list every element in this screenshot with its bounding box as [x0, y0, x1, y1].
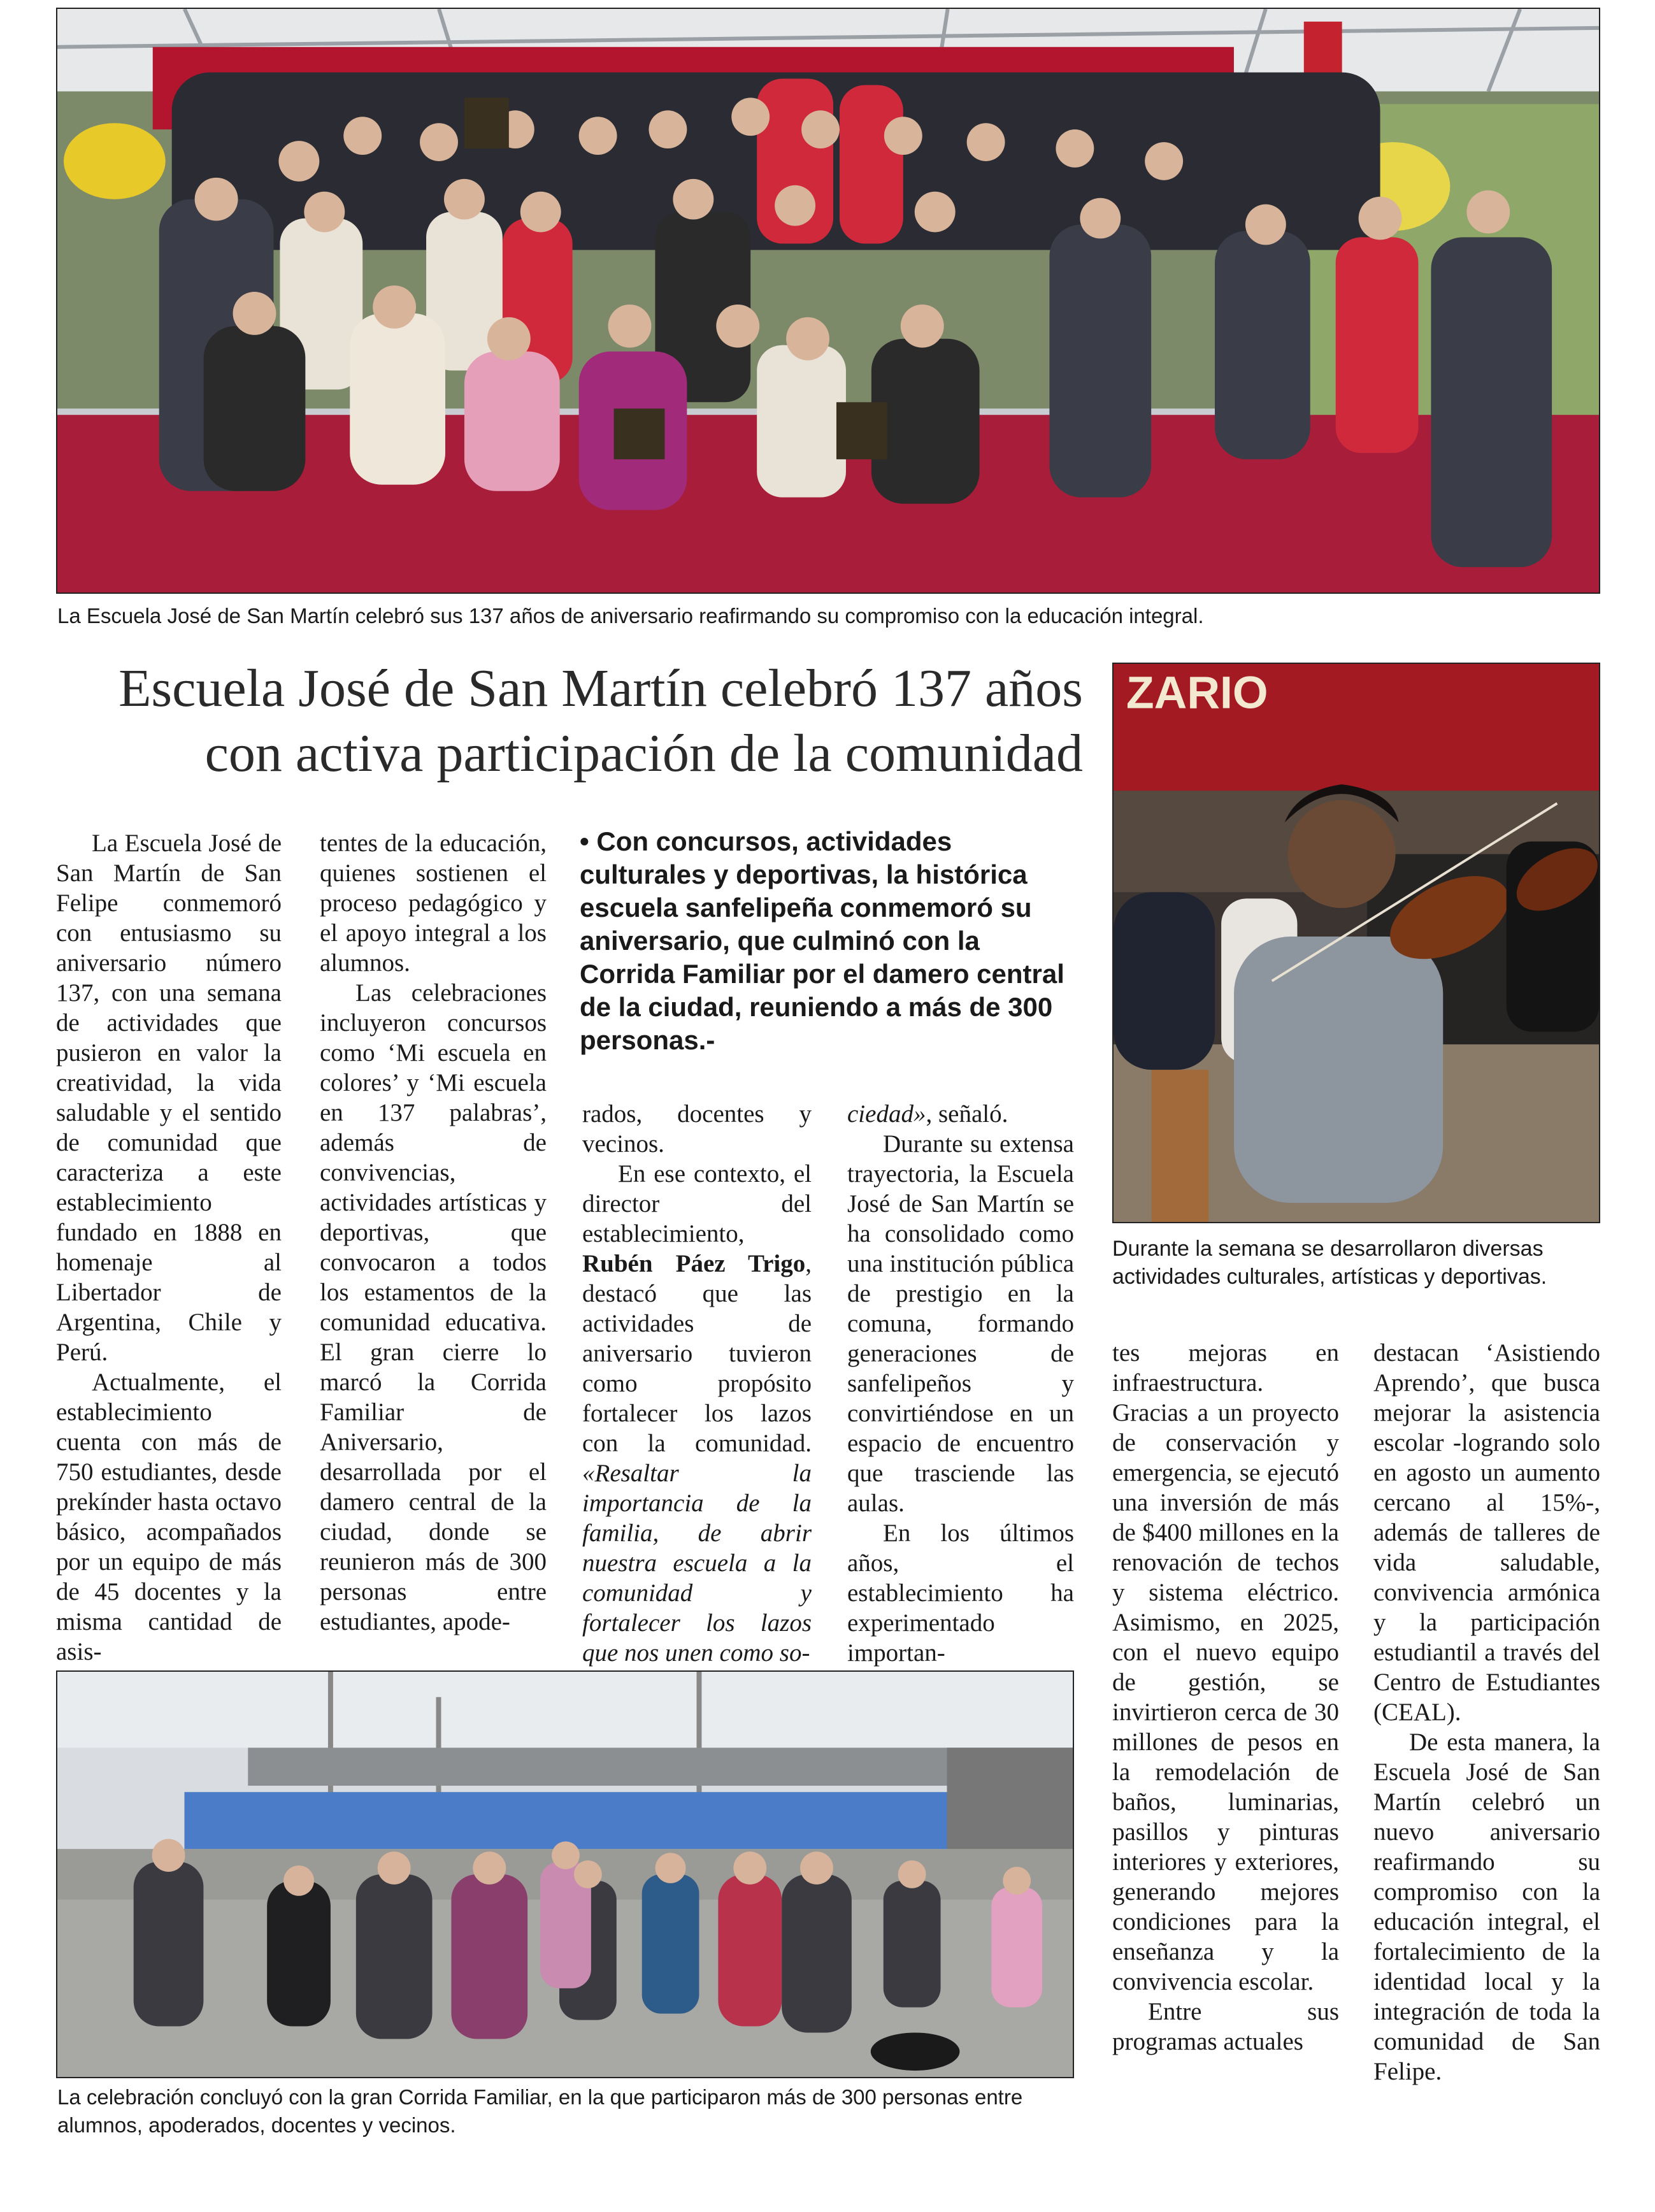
col4-paragraph-1-end: , señaló. [926, 1100, 1008, 1128]
body-column-6 [1373, 1338, 1600, 2086]
headline [38, 656, 1083, 786]
violin-photo [1112, 663, 1600, 1223]
lead-summary: • Con concursos, actividades culturales y deportivas, la histórica escuela sanfelipeña conmemoró su aniversario, que culminó con la Corrida Familiar por el damero central de la ciudad, reuniendo a más de 300 personas.- [580, 826, 1064, 1055]
body-column-4 [847, 1099, 1074, 1668]
col1-paragraph-2: Actualmente, el establecimiento cuenta con más de 750 estudiantes, desde prekínder hasta octavo básico, acompañados por un equipo de más de 45 docentes y la misma cantidad de asis- [56, 1368, 282, 1665]
col4-paragraph-3: En los últimos años, el establecimiento ha experimentado importan- [847, 1519, 1074, 1667]
body-column-1 [56, 828, 282, 1667]
body-column-3 [582, 1099, 812, 1668]
top-photo-caption: La Escuela José de San Martín celebró sus 137 años de aniversario reafirmando su compromiso con la educación integral. [57, 604, 1204, 628]
body-column-2 [320, 828, 547, 1637]
col5-paragraph-2: Entre sus programas actuales [1112, 1998, 1339, 2055]
col3-paragraph-2-start: En ese contexto, el director del establecimiento, [582, 1160, 812, 1247]
director-quote-end: ciedad» [847, 1100, 926, 1128]
bottom-photo-caption: La celebración concluyó con la gran Corrida Familiar, en la que participaron más de 300 personas entre alumnos, apoderados, docentes y vecinos. [57, 2085, 1023, 2137]
col3-paragraph-1: rados, docentes y vecinos. [582, 1100, 812, 1158]
col3-paragraph-2 [582, 1159, 812, 1668]
col2-paragraph-1: tentes de la educación, quienes sostienen el proceso pedagógico y el apoyo integral a los alumnos. [320, 830, 547, 977]
body-column-5 [1112, 1338, 1339, 2057]
violin-photo-illustration [1114, 664, 1599, 1222]
right-photo-caption: Durante la semana se desarrollaron diversas actividades culturales, artísticas y deportivas. [1112, 1237, 1547, 1289]
run-photo-illustration [57, 1672, 1073, 2077]
col3-paragraph-2-mid: , destacó que las actividades de aniversario tuvieron como propósito fortalecer los lazos con la comunidad. [582, 1250, 812, 1457]
group-photo [56, 8, 1600, 594]
col2-paragraph-2: Las celebraciones incluyeron concursos como ‘Mi escuela en colores’ y ‘Mi escuela en 137 palabras’, además de convivencias, actividades artísticas y deportivas, que convocaron a todos los estamentos de la comunidad educativa. El gran cierre lo marcó la Corrida Familiar de Aniversario, desarrollada por el damero central de la ciudad, donde se reunieron más de 300 personas entre estudiantes, apode- [320, 979, 547, 1635]
col1-paragraph-1: La Escuela José de San Martín de San Felipe conmemoró con entusiasmo su aniversario número 137, con una semana de actividades que pusieron en valor la creatividad, la vida saludable y el sentido de comunidad que caracteriza a este establecimiento fundado en 1888 en homenaje al Libertador de Argentina, Chile y Perú. [56, 830, 282, 1366]
group-photo-illustration [57, 9, 1599, 592]
headline-line-1: Escuela José de San Martín celebró 137 años [118, 659, 1083, 718]
banner-text: ZARIO [1126, 667, 1268, 719]
headline-line-2: con activa participación de la comunidad [204, 724, 1083, 783]
director-quote: «Resaltar la importancia de la familia, de abrir nuestra escuela a la comunidad y fortalecer los lazos que nos unen como so- [582, 1460, 812, 1667]
col6-paragraph-2: De esta manera, la Escuela José de San Martín celebró un nuevo aniversario reafirmando su compromiso con la educación integral, el fortalecimiento de la identidad local y la integración de toda la comunidad de San Felipe. [1373, 1728, 1600, 2085]
col4-paragraph-1 [847, 1099, 1074, 1129]
col5-paragraph-1: tes mejoras en infraestructura. Gracias a un proyecto de conservación y emergencia, se ejecutó una inversión de más de $400 millones en la renovación de techos y sistema eléctrico. Asimismo, en 2025, con el nuevo equipo de gestión, se invirtieron cerca de 30 millones de pesos en la remodelación de baños, luminarias, pasillos y pinturas interiores y exteriores, generando mejores condiciones para la enseñanza y la convivencia escolar. [1112, 1339, 1339, 1995]
col4-paragraph-2: Durante su extensa trayectoria, la Escuela José de San Martín se ha consolidado como una institución pública de prestigio en la comuna, formando generaciones de sanfelipeños y convirtiéndose en un espacio de encuentro que trasciende las aulas. [847, 1130, 1074, 1517]
director-name: Rubén Páez Trigo [582, 1250, 806, 1277]
col6-paragraph-1: destacan ‘Asistiendo Aprendo’, que busca mejorar la asistencia escolar -logrando solo en agosto un aumento cercano al 15%-, además de talleres de vida saludable, convivencia armónica y la participación estudiantil a través del Centro de Estudiantes (CEAL). [1373, 1339, 1600, 1726]
run-photo [56, 1670, 1074, 2078]
